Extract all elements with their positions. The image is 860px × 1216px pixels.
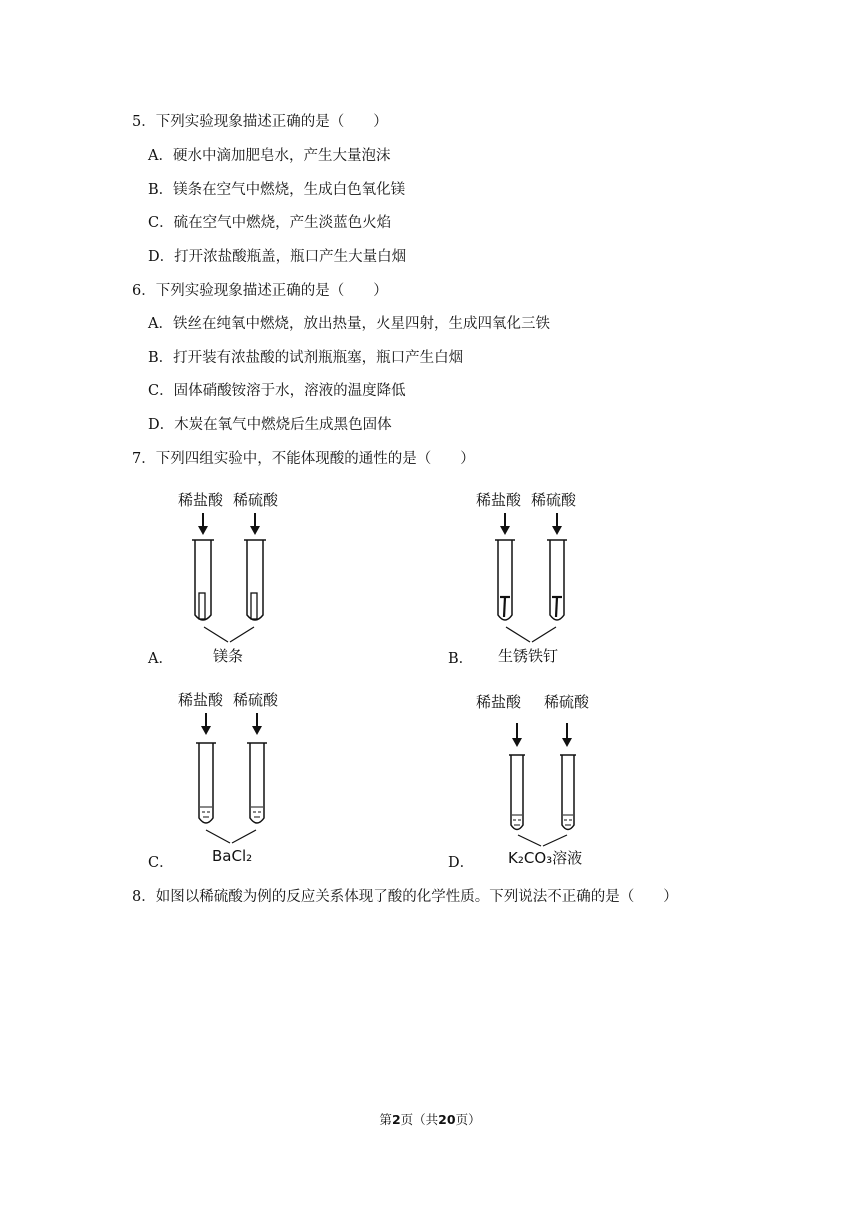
footer-middle: 页（共 — [400, 1112, 439, 1127]
question-5-option-d: D．打开浓盐酸瓶盖，瓶口产生大量白烟 — [148, 249, 407, 265]
question-6-option-a: A．铁丝在纯氧中燃烧，放出热量，火星四射，生成四氧化三铁 — [148, 316, 550, 332]
figure-b-right-reagent: 稀硫酸 — [531, 491, 577, 509]
question-5-option-b: B．镁条在空气中燃烧，生成白色氧化镁 — [148, 182, 406, 198]
nail-icon — [500, 597, 562, 617]
footer-page-number: 2 — [391, 1112, 401, 1127]
pointer-lines — [506, 627, 556, 642]
test-tube-icon — [196, 743, 267, 823]
figure-c — [170, 685, 320, 870]
figure-c-left-reagent: 稀盐酸 — [178, 691, 224, 709]
test-tube-icon — [509, 755, 576, 830]
figure-b-left-reagent: 稀盐酸 — [476, 491, 522, 509]
figure-a-letter: A． — [148, 651, 173, 667]
figure-d-right-reagent: 稀硫酸 — [544, 693, 590, 711]
arrow-down-icon — [512, 723, 572, 747]
figure-b-letter: B． — [448, 651, 474, 667]
question-6-option-c: C．固体硝酸铵溶于水，溶液的温度降低 — [148, 383, 406, 399]
pointer-lines — [204, 627, 254, 642]
figure-d-letter: D． — [448, 855, 475, 871]
figure-d-left-reagent: 稀盐酸 — [476, 693, 522, 711]
question-5-option-a: A．硬水中滴加肥皂水，产生大量泡沫 — [148, 148, 391, 164]
pointer-lines — [206, 830, 256, 843]
footer-prefix: 第 — [379, 1112, 392, 1127]
figure-a-substance: 镁条 — [213, 647, 244, 665]
figure-b — [468, 485, 618, 670]
question-5-option-c: C．硫在空气中燃烧，产生淡蓝色火焰 — [148, 215, 392, 231]
question-6-option-b: B．打开装有浓盐酸的试剂瓶瓶塞，瓶口产生白烟 — [148, 350, 464, 366]
figure-c-right-reagent: 稀硫酸 — [233, 691, 279, 709]
figure-a — [170, 485, 320, 670]
liquid-icon — [512, 815, 573, 825]
question-6-option-d: D．木炭在氧气中燃烧后生成黑色固体 — [148, 417, 392, 433]
footer-total-pages: 20 — [438, 1112, 456, 1127]
pointer-lines — [518, 835, 567, 846]
arrow-down-icon — [500, 513, 562, 535]
test-tube-icon — [192, 540, 266, 620]
question-5-stem: 5．下列实验现象描述正确的是（ ） — [132, 114, 388, 130]
figure-a-left-reagent: 稀盐酸 — [178, 491, 224, 509]
figure-d-substance: K₂CO₃溶液 — [508, 849, 583, 867]
question-6-stem: 6．下列实验现象描述正确的是（ ） — [132, 283, 388, 299]
strip-icon — [199, 593, 257, 619]
arrow-down-icon — [201, 713, 262, 735]
question-7-stem: 7．下列四组实验中，不能体现酸的通性的是（ ） — [132, 451, 475, 467]
figure-a-right-reagent: 稀硫酸 — [233, 491, 279, 509]
figure-b-substance: 生锈铁钉 — [498, 647, 559, 665]
figure-d — [468, 685, 628, 870]
liquid-icon — [200, 807, 263, 817]
figure-c-substance: BaCl₂ — [212, 847, 253, 865]
arrow-down-icon — [198, 513, 260, 535]
figure-c-letter: C． — [148, 855, 174, 871]
page-footer — [0, 1110, 860, 1128]
footer-suffix: 页） — [455, 1112, 481, 1127]
question-8-stem: 8．如图以稀硫酸为例的反应关系体现了酸的化学性质。下列说法不正确的是（ ） — [132, 889, 678, 905]
